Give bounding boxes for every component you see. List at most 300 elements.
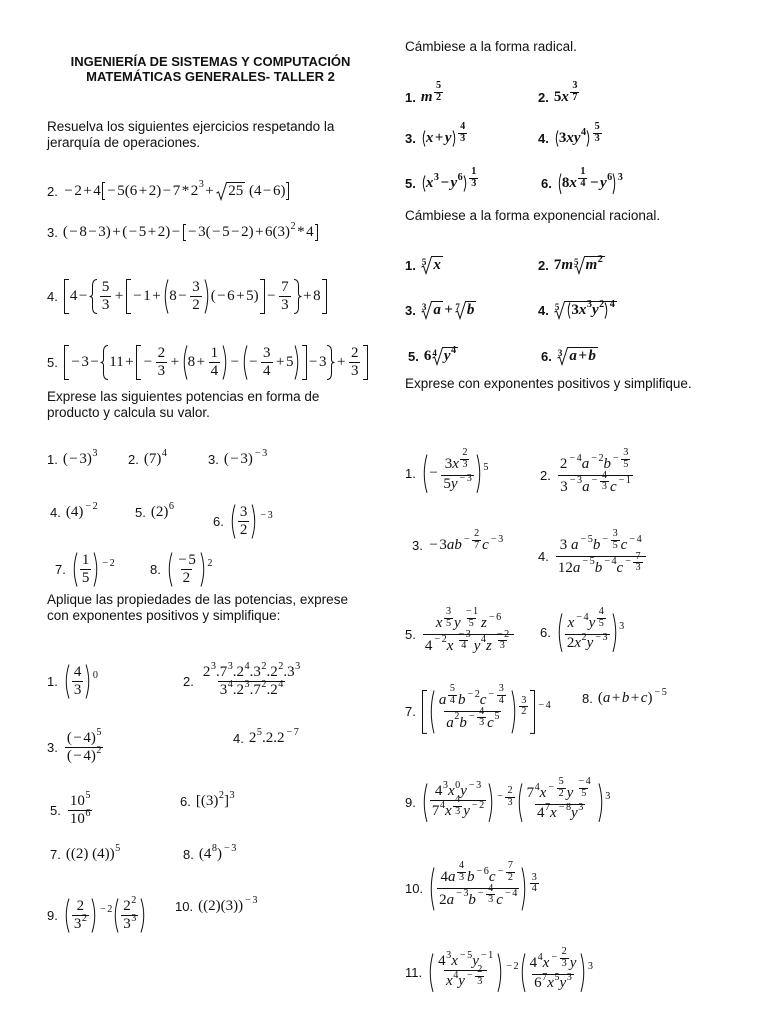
math-group (439, 882, 518, 910)
math-group (70, 898, 91, 933)
math-group (471, 167, 476, 177)
math-group (599, 607, 604, 617)
math-group (574, 777, 594, 798)
math-expression (229, 504, 273, 539)
number: 5 (222, 224, 230, 240)
bracket-glyph (112, 898, 119, 933)
exponent (115, 844, 120, 854)
exponent (259, 511, 273, 521)
bracket-stroke (252, 505, 255, 539)
operator: − (263, 182, 272, 199)
number: 3 (612, 528, 618, 540)
math-expression (63, 179, 291, 200)
denominator (437, 882, 519, 910)
numerator (156, 345, 168, 362)
math-group (421, 121, 468, 149)
math-group (248, 345, 294, 380)
bracket (112, 898, 119, 933)
number: 3 (566, 972, 572, 984)
number: 4 (73, 664, 82, 680)
number: 3 (488, 894, 494, 905)
exercise-item (405, 256, 443, 274)
exponent (603, 557, 617, 567)
bracket (85, 664, 92, 699)
operator: − (69, 224, 78, 240)
radicand (568, 347, 598, 365)
bracket (516, 783, 523, 822)
numerator (525, 776, 596, 804)
math-group (82, 914, 87, 924)
bracket (521, 867, 528, 911)
exponent (278, 662, 283, 672)
variable: c (609, 478, 617, 495)
operator: − (107, 182, 116, 199)
number: 4 (480, 634, 486, 646)
number: 3 (635, 562, 641, 573)
exercise-item (128, 447, 167, 468)
bracket-stroke (613, 614, 616, 652)
numerator (453, 795, 462, 805)
math-group (554, 298, 617, 319)
math-group (477, 977, 482, 987)
bracket-stroke (530, 691, 535, 734)
number: 6 (227, 288, 235, 304)
bracket: ) (165, 224, 171, 240)
exercise-item (233, 726, 299, 747)
group-content (70, 898, 91, 933)
bracket: ( (124, 182, 130, 199)
number: 4 (254, 182, 262, 199)
number: 10 (69, 793, 85, 809)
number: 5 (612, 539, 618, 551)
operator: − (85, 500, 92, 512)
bracket (497, 953, 504, 992)
bracket: ( (597, 690, 603, 706)
number: 4 (455, 794, 461, 806)
math-group (456, 861, 467, 882)
exercise-item (47, 726, 105, 765)
bracket-glyph (586, 130, 591, 147)
power (421, 779, 516, 822)
bracket-glyph (71, 552, 78, 587)
instruction-text: Resuelva los siguientes ejercicios respetando la (47, 119, 335, 134)
bracket-stroke (556, 131, 558, 147)
number: 4 (203, 846, 212, 862)
bracket-glyph (612, 613, 619, 652)
math-group (562, 947, 567, 957)
exponent (85, 809, 90, 819)
exercise-label: 5. (405, 176, 416, 192)
exponent (253, 449, 267, 459)
math-group (219, 791, 224, 801)
exponent (466, 690, 480, 700)
math-group (557, 166, 623, 194)
grouping (181, 345, 229, 380)
math-group (223, 447, 268, 468)
math-expression (198, 894, 258, 915)
variable: a (569, 348, 577, 364)
exponent (443, 607, 454, 628)
operator: − (613, 452, 619, 464)
grouping (566, 298, 609, 319)
math-group (476, 884, 496, 905)
bracket-glyph (63, 279, 70, 314)
math-group (450, 696, 455, 706)
math-group (93, 671, 98, 681)
numerator (100, 279, 112, 296)
math-group (443, 607, 454, 628)
operator: + (336, 354, 346, 370)
number: 2 (207, 557, 213, 569)
exponent (537, 701, 551, 711)
number: 4 (210, 363, 219, 379)
number: 1 (472, 606, 479, 618)
grouping (519, 946, 588, 992)
exercise-label: 8. (183, 847, 194, 862)
math-group (228, 662, 233, 672)
number: 3 (252, 894, 258, 906)
exercise-item (405, 606, 516, 657)
operator: − (223, 842, 230, 854)
radical-index: 3 (421, 301, 427, 312)
number: 3 (594, 132, 600, 144)
math-group (211, 662, 216, 672)
math-group (496, 786, 516, 807)
exponent (467, 707, 487, 728)
bracket (321, 279, 328, 314)
number: 1 (625, 475, 631, 487)
math-group (581, 557, 595, 567)
group-content (561, 166, 613, 194)
number: 2 (202, 664, 211, 680)
bracket: ( (200, 793, 206, 809)
exponent (228, 680, 233, 690)
numerator (462, 607, 480, 617)
bracket: ( (65, 846, 71, 862)
math-group (612, 448, 632, 469)
variable: y (591, 302, 599, 318)
bracket: ) (253, 288, 259, 304)
variable: a (602, 690, 611, 706)
math-expression (166, 552, 213, 587)
denominator (472, 540, 481, 551)
math-group (479, 951, 493, 961)
math-group (453, 971, 458, 981)
exercise-item (183, 660, 304, 699)
exercise-label: 6. (180, 794, 191, 809)
variable: a (446, 714, 454, 731)
numerator (209, 345, 221, 362)
bracket: ( (220, 898, 226, 914)
exercise-item (150, 552, 212, 587)
variable: a (572, 559, 581, 576)
bracket: ) (78, 504, 84, 520)
fraction (448, 684, 457, 705)
number: 5 (81, 570, 90, 586)
number: 3 (498, 533, 504, 545)
variable: b (459, 714, 467, 731)
math-group (446, 607, 451, 617)
variable: z (485, 637, 492, 654)
numerator (621, 448, 630, 458)
operator: − (459, 473, 466, 485)
bracket-glyph (421, 175, 426, 192)
bracket-stroke (512, 691, 515, 734)
number: 3 (198, 179, 204, 191)
math-group (443, 344, 457, 365)
radical (455, 301, 476, 319)
math-group (228, 183, 243, 200)
math-expression (199, 660, 304, 699)
math-group (487, 684, 507, 705)
math-group (211, 345, 219, 362)
math-group (545, 803, 550, 813)
exponent (456, 861, 467, 882)
variable: c (496, 891, 503, 908)
bracket-glyph (93, 552, 100, 587)
fraction (611, 529, 620, 550)
fraction (525, 776, 596, 822)
exponent (455, 781, 460, 791)
math-group (450, 684, 455, 694)
number: 3 (623, 447, 629, 459)
variable: c (616, 559, 624, 576)
bracket-stroke (430, 954, 433, 992)
power (421, 683, 551, 734)
operator: − (212, 224, 221, 240)
fraction (530, 873, 539, 894)
denominator (557, 788, 566, 799)
number: 4 (581, 126, 587, 138)
exercise-label: 2. (538, 90, 549, 106)
variable: y (571, 805, 578, 822)
group-content (435, 860, 521, 911)
fraction (462, 607, 480, 628)
denominator (156, 362, 168, 380)
exponent (569, 81, 580, 102)
grouping (101, 179, 291, 200)
operator: − (78, 288, 88, 304)
number: 2 (239, 522, 248, 538)
math-group (580, 179, 585, 189)
math-expression (65, 500, 98, 521)
exponent (598, 255, 603, 265)
radical-glyph (216, 182, 227, 200)
exercise-item (208, 447, 268, 468)
exponent (455, 889, 469, 899)
math-group (351, 363, 359, 380)
bracket-glyph (452, 130, 457, 147)
exercise-item (47, 179, 290, 200)
variable: y (588, 615, 596, 632)
variable: x (574, 635, 582, 652)
denominator (505, 797, 514, 808)
exponent (550, 947, 570, 968)
denominator (444, 705, 501, 733)
math-group (594, 633, 608, 643)
variable: x (561, 89, 569, 106)
operator: − (249, 354, 258, 370)
number: 4 (244, 660, 250, 672)
math-group (440, 801, 445, 811)
number: 2 (261, 660, 267, 672)
bracket-glyph (182, 224, 187, 241)
number: 3 (318, 354, 327, 370)
exponent (628, 535, 642, 545)
number: 3 (458, 871, 465, 883)
math-expression (62, 220, 319, 241)
bracket (166, 552, 173, 587)
numerator (566, 606, 609, 634)
exponent (489, 535, 503, 545)
math-group (559, 789, 564, 799)
number: 5 (115, 842, 121, 854)
exercise-item (405, 683, 551, 734)
math-group (261, 662, 266, 672)
number: 2 (290, 220, 296, 232)
math-group (428, 447, 476, 493)
bracket: [ (195, 793, 201, 809)
denominator (560, 958, 569, 969)
bracket-stroke (94, 553, 97, 587)
exponent (568, 454, 582, 464)
denominator (68, 807, 93, 828)
number: 5 (598, 617, 604, 629)
bracket: ) (156, 451, 162, 467)
math-group (150, 500, 174, 521)
number: 2 (581, 632, 587, 644)
exponent (85, 791, 90, 801)
exercise-item (538, 298, 617, 319)
power (428, 860, 540, 911)
power (421, 121, 468, 149)
exponent (492, 630, 512, 651)
math-group (595, 122, 600, 132)
bracket-glyph (125, 279, 132, 314)
power (63, 898, 112, 933)
math-expression (195, 789, 235, 810)
number: 3 (619, 620, 625, 632)
grouping (428, 683, 518, 734)
number: 7 (542, 972, 548, 984)
grouping (241, 345, 301, 380)
math-group (421, 606, 516, 657)
operator: − (254, 447, 261, 459)
number: 3 (240, 451, 248, 467)
number: 4 (498, 694, 504, 706)
math-group (424, 628, 512, 656)
exponent (557, 803, 571, 813)
variable: x (425, 175, 434, 192)
bracket-stroke (453, 131, 455, 147)
operator: − (490, 533, 497, 545)
math-group (561, 166, 613, 194)
number: 3 (210, 660, 216, 672)
bracket: ) (238, 898, 244, 914)
number: 2 (241, 224, 249, 240)
number: 8 (187, 354, 196, 370)
bracket-stroke (244, 346, 247, 380)
bracket-glyph (85, 664, 92, 699)
bracket: ) (104, 846, 110, 862)
math-group (434, 949, 497, 992)
fraction (349, 345, 361, 380)
number: 2 (109, 557, 115, 569)
exponent (582, 633, 587, 643)
math-group (109, 345, 326, 380)
power (428, 683, 530, 734)
fraction (201, 660, 302, 699)
math-group (535, 783, 540, 793)
numerator (279, 279, 291, 296)
grouping (428, 860, 528, 911)
number: 5 (286, 354, 294, 370)
bracket (362, 345, 369, 380)
variable: x (539, 785, 547, 802)
math-group (602, 471, 607, 481)
radicand (432, 301, 443, 319)
exponent (594, 633, 608, 643)
bracket: ( (62, 224, 68, 240)
operator: − (580, 533, 587, 545)
bracket-glyph (421, 690, 428, 734)
bracket (463, 175, 468, 192)
math-group (421, 256, 443, 274)
exercise-label: 5. (47, 355, 58, 370)
bracket: ) (83, 846, 89, 862)
operator: + (276, 354, 285, 370)
math-group (212, 844, 217, 854)
math-group (106, 179, 286, 200)
exponent (568, 476, 582, 486)
operator: − (476, 865, 483, 877)
number: 7 (635, 550, 641, 562)
radical (574, 253, 605, 274)
bracket-stroke (184, 346, 187, 380)
fraction (434, 81, 443, 102)
math-group (454, 630, 474, 651)
math-expression (62, 447, 98, 468)
math-expression (556, 606, 625, 652)
number: 5 (483, 461, 489, 473)
power (554, 121, 603, 149)
math-group (428, 528, 504, 556)
number: 3 (263, 345, 271, 361)
number: 2 (192, 297, 200, 313)
math-group (177, 552, 196, 569)
numerator (443, 447, 473, 475)
number: 4 (440, 869, 448, 886)
exercise-label: 9. (47, 908, 58, 923)
bracket: ) (156, 182, 162, 199)
math-group (291, 222, 296, 232)
fraction (209, 345, 221, 380)
denominator (467, 618, 476, 629)
denominator (444, 618, 453, 629)
numerator (506, 861, 515, 871)
exponent (96, 728, 101, 738)
operator: − (162, 182, 172, 199)
number: .7 (215, 664, 228, 680)
math-group (451, 346, 456, 356)
math-group (557, 347, 598, 365)
operator: − (143, 354, 153, 370)
math-group (132, 279, 259, 314)
bracket (556, 613, 563, 652)
exponent (468, 167, 479, 188)
math-group (571, 298, 605, 319)
bracket-glyph (516, 783, 523, 822)
